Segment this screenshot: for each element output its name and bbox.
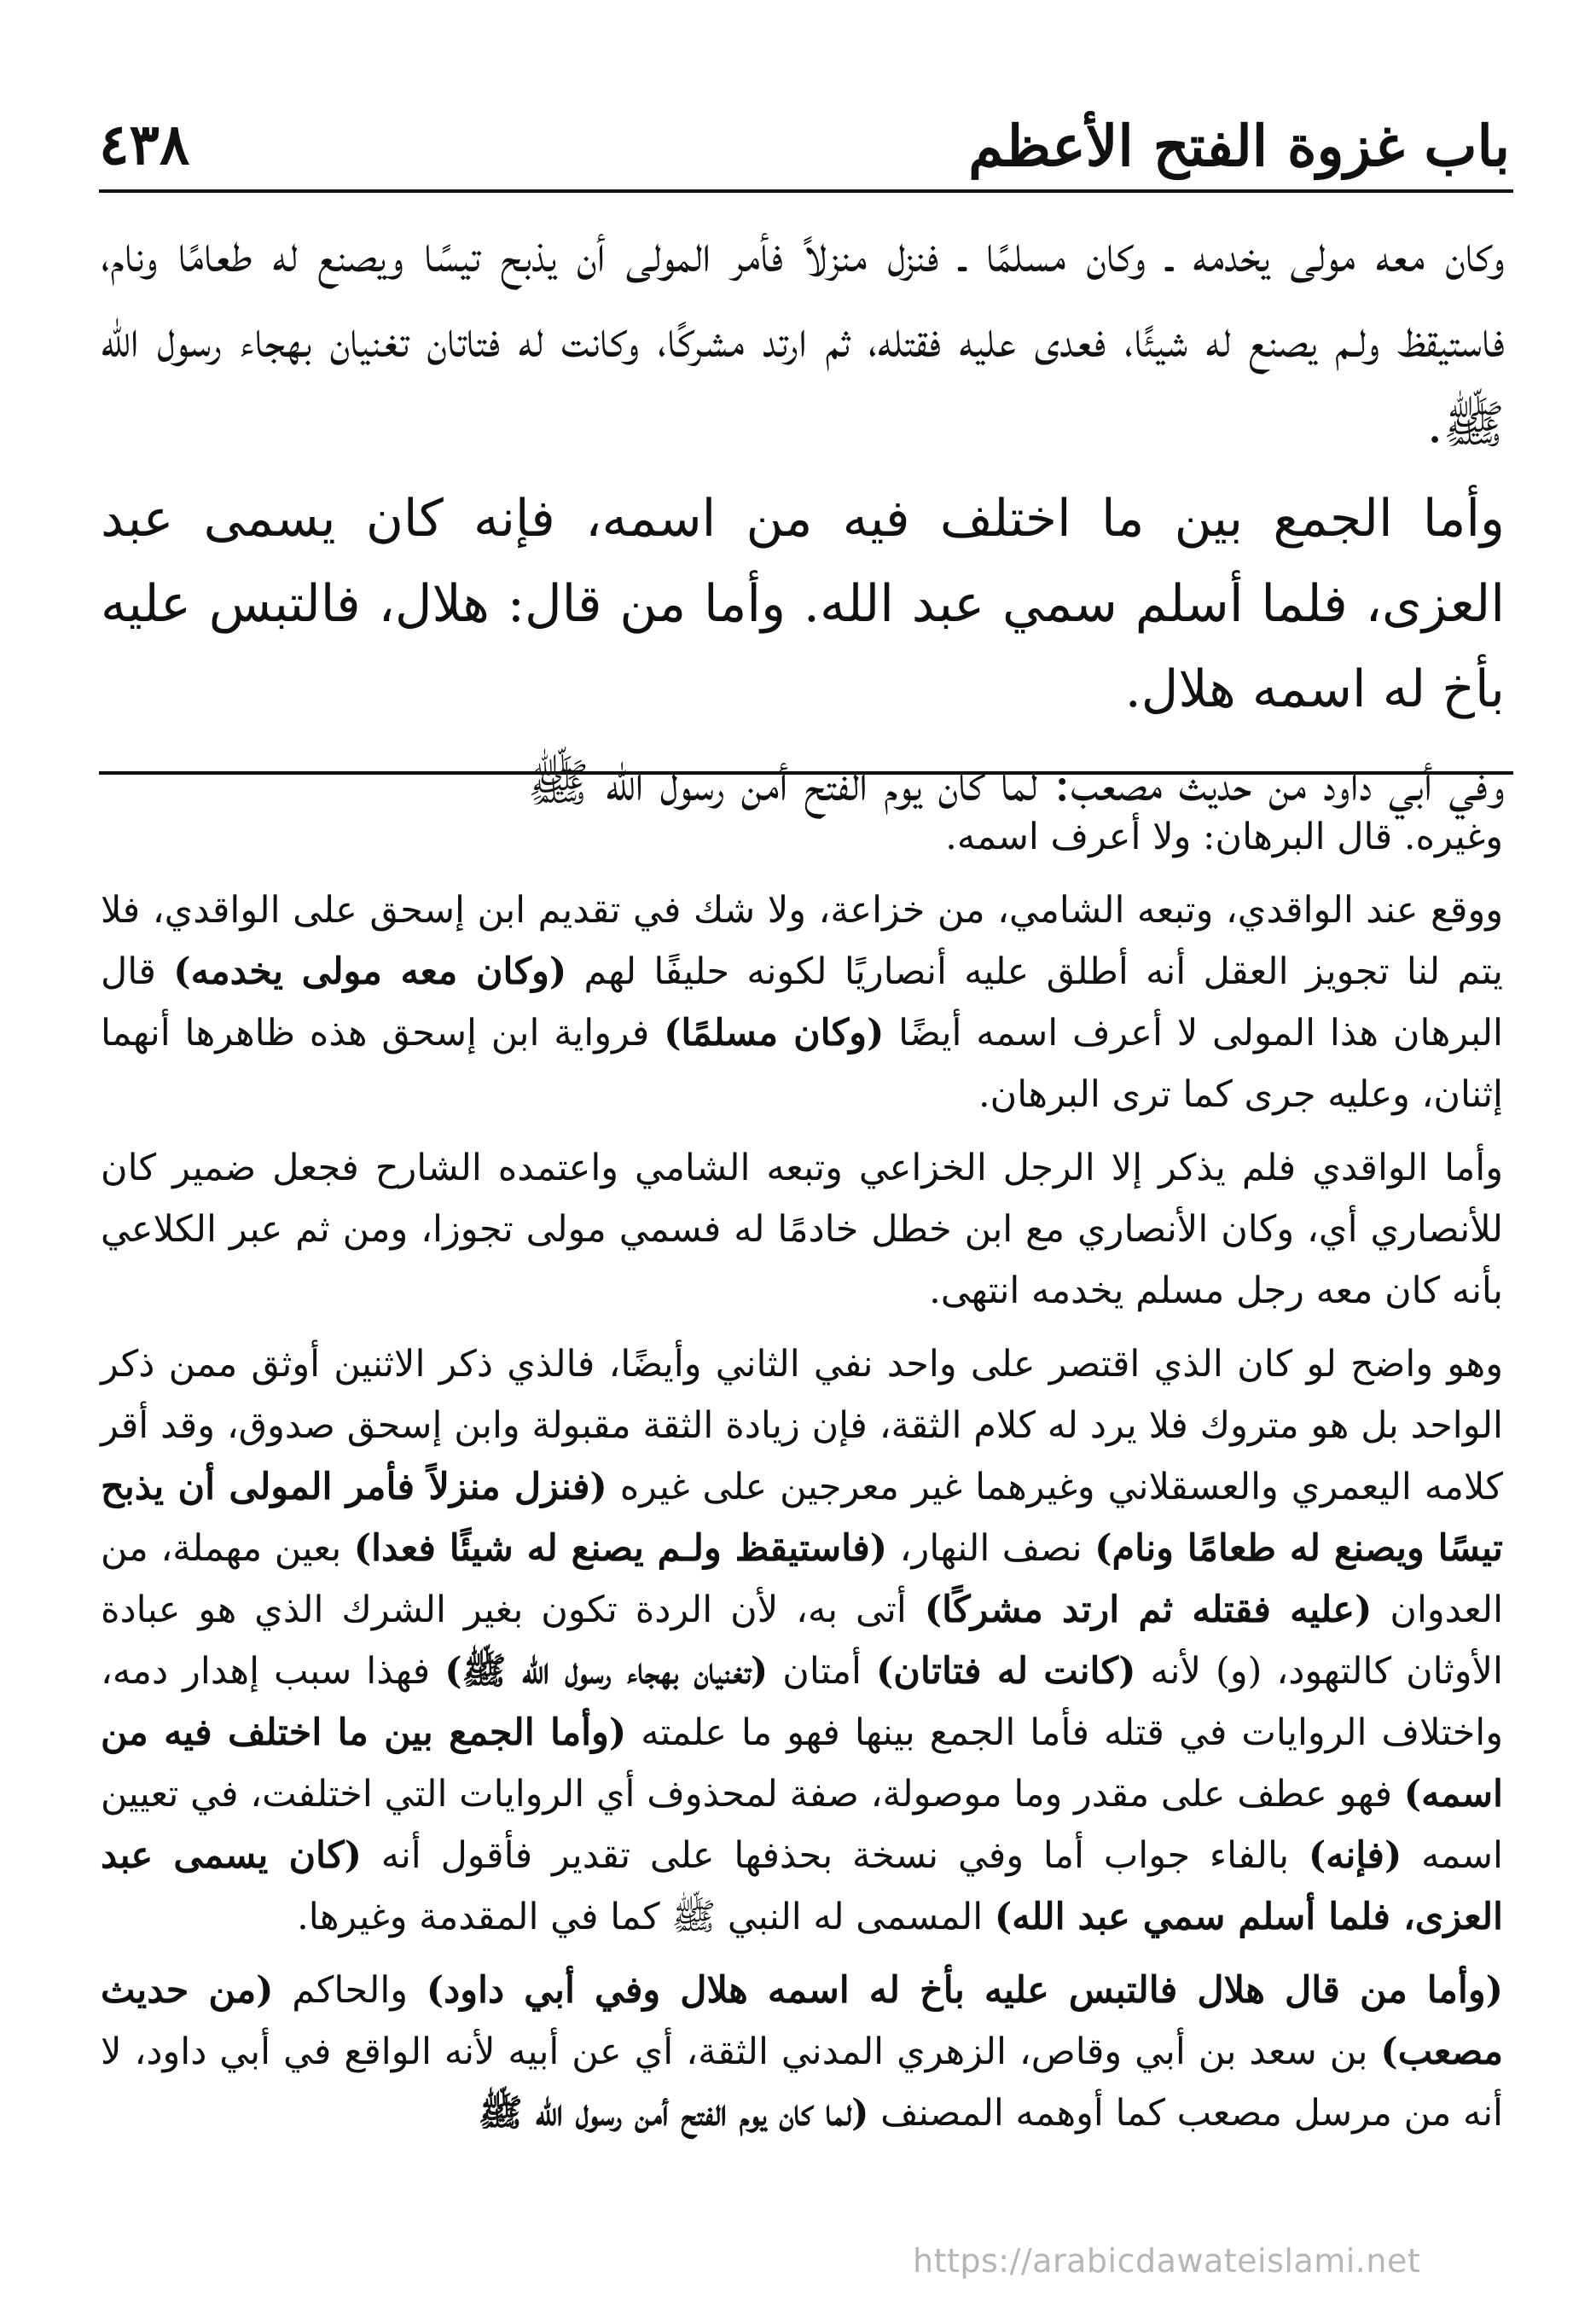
page-header xyxy=(99,102,1510,196)
commentary-text: بعين مهملة، من العدوان xyxy=(101,1527,1504,1631)
quoted-text: (فإنه) xyxy=(1308,1834,1402,1877)
quoted-text: (من حديث مصعب) xyxy=(101,1969,1503,2073)
commentary-text: بن سعد بن أبي وقاص، الزهري المدني الثقة، أي عن أبيه لأنه الواقع في أبي داود، لا أنه من مرسل مصعب كما أوهمه المصنف xyxy=(101,2031,1503,2135)
commentary-text: ووقع عند الواقدي، وتبعه الشامي، من خزاعة، ولا شك في تقديم ابن إسحق على الواقدي، فلا يتم لنا تجويز العقل أنه أطلق عليه أنصاريًا لكونه حليفًا لهم xyxy=(101,889,1503,993)
commentary-text: قال البرهان هذا المولى لا أعرف اسمه أيضًا xyxy=(101,950,1503,1055)
main-paragraph: وفي أبي داود من حديث مصعب: لما كان يوم الفتح أمن رسول الله ﷺ xyxy=(527,753,1505,813)
quoted-text: (كان يسمى عبد العزى، فلما أسلم سمي عبد الله) xyxy=(101,1834,1503,1938)
commentary-text: بالفاء جواب أما وفي نسخة بحذفها على تقدير فأقول أنه xyxy=(361,1834,1309,1877)
quoted-text: (وأما من قال هلال فالتبس عليه بأخ له اسمه هلال وفي أبي داود) xyxy=(426,1969,1503,2012)
chapter-title: باب غزوة الفتح الأعظم xyxy=(968,113,1510,179)
commentary-text: أمتان xyxy=(768,1650,876,1693)
quoted-text: (وأما الجمع بين ما اختلف فيه من اسمه) xyxy=(101,1711,1503,1816)
quoted-text: (كانت له فتاتان) xyxy=(875,1650,1136,1693)
quoted-text: (فاستيقظ ولـم يصنع له شيئًا فعدا) xyxy=(353,1527,888,1570)
commentary-paragraph xyxy=(101,1960,1503,2144)
commentary xyxy=(101,806,1503,2156)
commentary-text: أتى به، لأن الردة تكون بغير الشرك الذي هو عبادة الأوثان كالتهود، (و) لأنه xyxy=(101,1589,1503,1693)
main-paragraph: وأما الجمع بين ما اختلف فيه من اسمه، فإنه كان يسمى عبد العزى، فلما أسلم سمي عبد الله. وأما من قال: هلال، فالتبس عليه بأخ له اسمه هلال. xyxy=(101,489,1506,719)
commentary-paragraph xyxy=(101,1333,1503,1948)
quoted-text: (لما كان يوم الفتح أمن رسول الله ﷺ xyxy=(478,2092,869,2135)
commentary-text: فهو عطف على مقدر وما موصولة، صفة لمحذوف أي الروايات التي اختلفت، في تعيين اسمه xyxy=(101,1773,1504,1877)
quoted-text: (وكان مسلمًا) xyxy=(664,1012,885,1055)
main-paragraph: وكان معه مولى يخدمه ـ وكان مسلمًا ـ فنزل منزلاً فأمر المولى أن يذبح تيسًا ويصنع له طعامًا ونام، فاستيقظ ولـم يصنع له شيئًا، فعدى عليه فقتله، ثم ارتد مشركًا، وكانت له فتاتان تغنيان بهجاء رسول الله ﷺ. xyxy=(101,224,1505,455)
quoted-text: (وكان معه مولى يخدمه) xyxy=(173,950,567,993)
commentary-text: فرواية ابن إسحق هذه ظاهرها أنهما إثنان، وعليه جرى كما ترى البرهان. xyxy=(101,1012,1503,1116)
commentary-text: فهذا سبب إهدار دمه، واختلاف الروايات في قتله فأما الجمع بينها فهو ما علمته xyxy=(101,1650,1503,1754)
commentary-separator xyxy=(99,771,1513,775)
quoted-text: (فنزل منزلاً فأمر المولى أن يذبح تيسًا ويصنع له طعامًا ونام) xyxy=(101,1466,1503,1570)
main-text xyxy=(101,212,1505,834)
commentary-paragraph xyxy=(101,880,1503,1125)
commentary-text: وهو واضح لو كان الذي اقتصر على واحد نفي الثاني وأيضًا، فالذي ذكر الاثنين أوثق ممن ذكر الواحد بل هو متروك فلا يرد له كلام الثقة، فإن زيادة الثقة مقبولة وابن إسحق صدوق، وقد أقر كلامه اليعمري والعسقلاني وغيرهما غير معرجين على غيره xyxy=(101,1343,1503,1508)
commentary-text: نصف النهار، xyxy=(887,1527,1095,1570)
header-rule xyxy=(99,189,1513,193)
commentary-paragraph: وأما الواقدي فلم يذكر إلا الرجل الخزاعي وتبعه الشامي واعتمده الشارح فجعل ضمير كان للأنصاري أي، وكان الأنصاري مع ابن خطل خادمًا له فسمي مولى تجوزا، ومن ثم عبر الكلاعي بأنه كان معه رجل مسلم يخدمه انتهى. xyxy=(101,1147,1503,1312)
commentary-paragraph: وغيره. قال البرهان: ولا أعرف اسمه. xyxy=(945,816,1503,858)
page-number: ٤٣٨ xyxy=(99,111,190,177)
commentary-text: المسمى له النبي ﷺ كما في المقدمة وغيرها. xyxy=(297,1896,995,1938)
quoted-text: (تغنيان بهجاء رسول الله ﷺ) xyxy=(444,1650,769,1693)
quoted-text: (عليه فقتله ثم ارتد مشركًا) xyxy=(924,1589,1373,1631)
watermark-url: https://arabicdawateislami.net xyxy=(913,2242,1421,2280)
commentary-text: والحاكم xyxy=(273,1969,427,2012)
